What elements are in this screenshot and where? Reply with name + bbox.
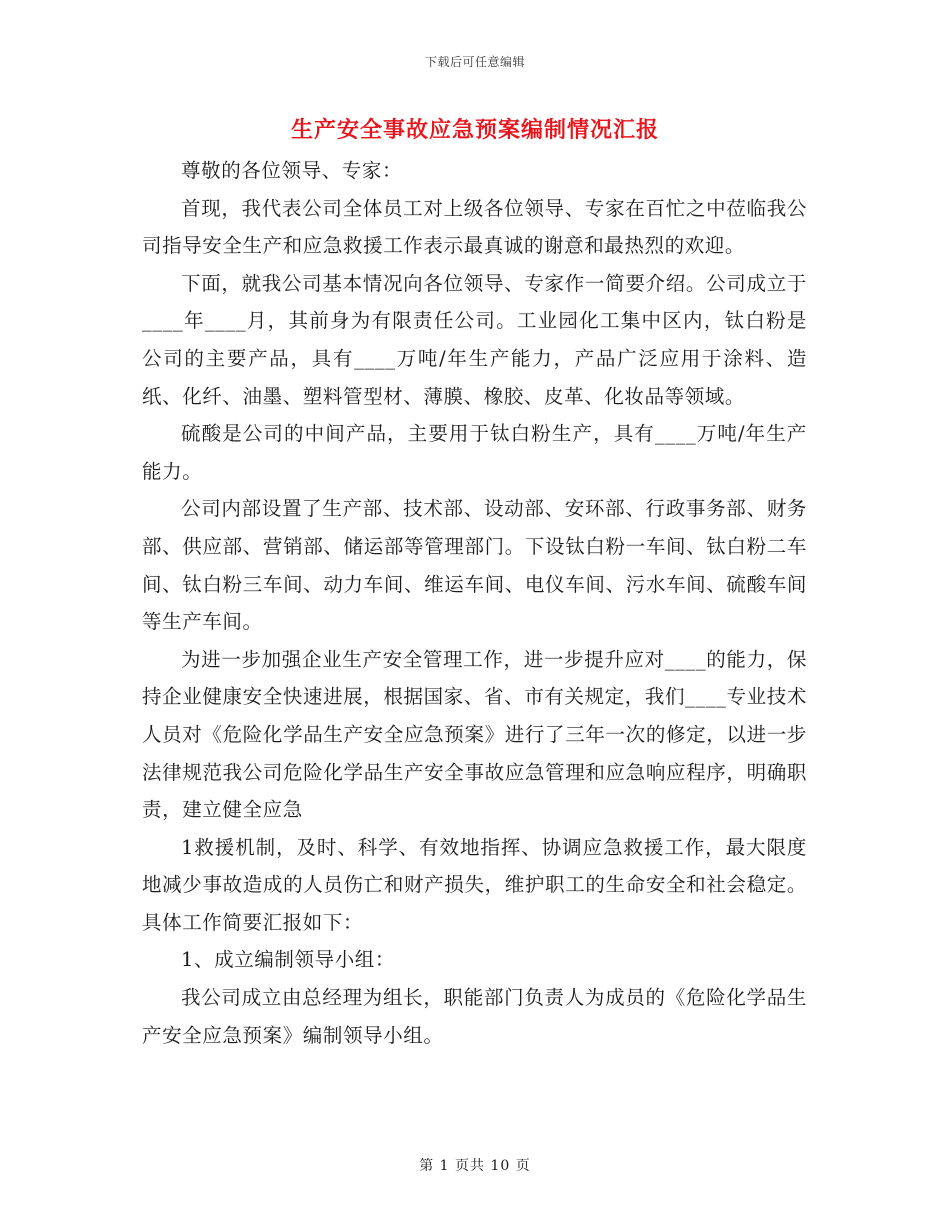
document-title: 生产安全事故应急预案编制情况汇报 [290, 117, 659, 143]
document-body [142, 152, 807, 1054]
paragraph-leadership-group: 我公司成立由总经理为组长，职能部门负责人为成员的《危险化学品生产安全应急预案》编制领导小组。 [142, 986, 807, 1047]
section-heading-1: 1、成立编制领导小组： [181, 948, 396, 972]
paragraph-salutation: 尊敬的各位领导、专家： [181, 159, 403, 182]
page-footer: 第 1 页共 10 页 [419, 1158, 531, 1174]
paragraph-welcome: 首现，我代表公司全体员工对上级各位领导、专家在百忙之中莅临我公司指导安全生产和应急救援工作表示最真诚的谢意和最热烈的欢迎。 [142, 196, 807, 258]
paragraph-company-intro: 下面，就我公司基本情况向各位领导、专家作一简要介绍。公司成立于____年____月，其前身为有限责任公司。工业园化工集中区内，钛白粉是公司的主要产品，具有____万吨/年生产能力，产品广泛应用于涂料、造纸、化纤、油墨、塑料管型材、薄膜、橡胶、皮革、化妆品等领域。 [142, 271, 807, 408]
paragraph-purpose: 为进一步加强企业生产安全管理工作，进一步提升应对____的能力，保持企业健康安全快速进展，根据国家、省、市有关规定，我们____专业技术人员对《危险化学品生产安全应急预案》进行了三年一次的修定，以进一步法律规范我公司危险化学品生产安全事故应急管理和应急响应程序，明确职责，建立健全应急 [142, 647, 807, 822]
paragraph-sulfuric-acid: 硫酸是公司的中间产品，主要用于钛白粉生产，具有____万吨/年生产能力。 [142, 422, 807, 483]
paragraph-mechanism: 1救援机制，及时、科学、有效地指挥、协调应急救援工作，最大限度地减少事故造成的人员伤亡和财产损失，维护职工的生命安全和社会稳定。具体工作简要汇报如下： [142, 835, 807, 934]
header-note: 下载后可任意编辑 [424, 55, 525, 69]
paragraph-departments: 公司内部设置了生产部、技术部、设动部、安环部、行政事务部、财务部、供应部、营销部、储运部等管理部门。下设钛白粉一车间、钛白粉二车间、钛白粉三车间、动力车间、维运车间、电仪车间、污水车间、硫酸车间等生产车间。 [142, 497, 807, 634]
